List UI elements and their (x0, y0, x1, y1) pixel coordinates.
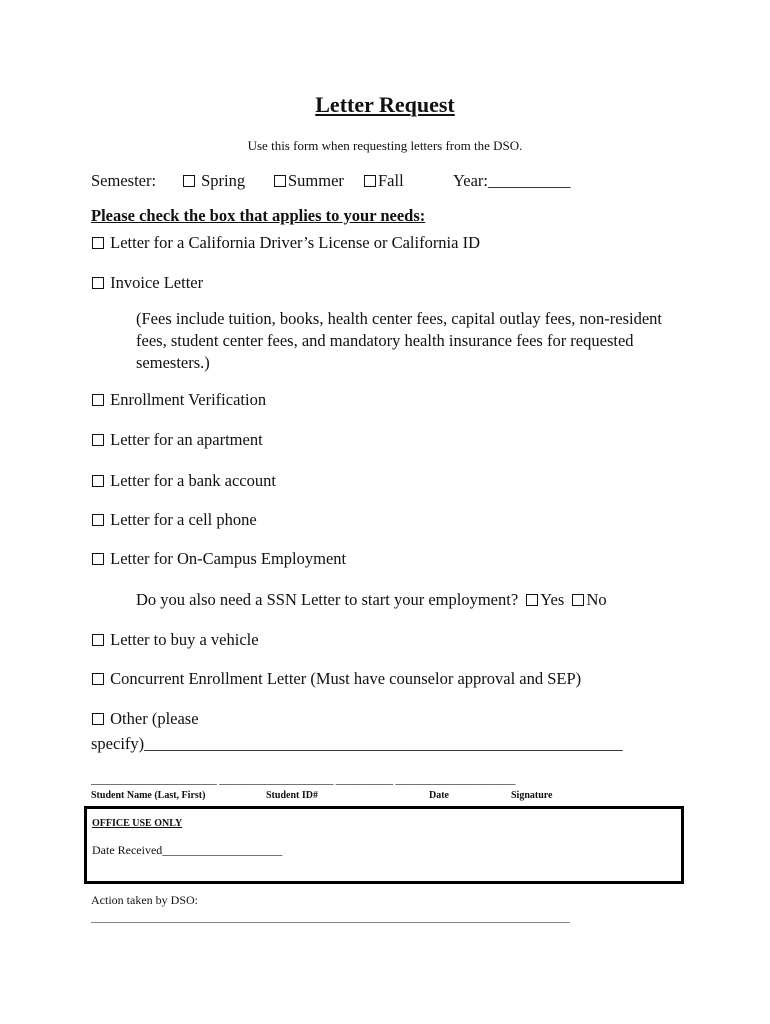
action-taken-label: Action taken by DSO: (91, 893, 198, 907)
checkbox-summer[interactable] (274, 175, 286, 187)
checkbox-oncampus[interactable] (92, 553, 104, 565)
date-received-label: Date Received____________________ (92, 843, 283, 857)
checkbox-fall[interactable] (364, 175, 376, 187)
checkbox-bank[interactable] (92, 475, 104, 487)
checkbox-spring[interactable] (183, 175, 195, 187)
checkbox-ssn-no[interactable] (572, 594, 584, 606)
ssn-question-row (136, 590, 607, 610)
instructions-heading: Please check the box that applies to your needs: (91, 206, 426, 225)
option-bank[interactable] (92, 471, 276, 491)
option-concurrent[interactable] (92, 669, 581, 689)
signature-label: Signature (511, 790, 553, 801)
student-id-label: Student ID# (266, 790, 318, 801)
semester-fall-label: Fall (378, 171, 404, 190)
option-enrollment-label: Enrollment Verification (110, 390, 267, 409)
checkbox-invoice[interactable] (92, 277, 104, 289)
checkbox-vehicle[interactable] (92, 634, 104, 646)
checkbox-concurrent[interactable] (92, 673, 104, 685)
option-invoice[interactable] (92, 273, 203, 293)
action-taken-line[interactable]: ____________________________________________________________________________________________ (91, 912, 570, 924)
option-vehicle[interactable] (92, 630, 259, 650)
signature-lines[interactable]: ______________________ ____________________ __________ _____________________ (91, 772, 516, 786)
option-apartment-label: Letter for an apartment (110, 430, 263, 449)
ssn-no-label: No (586, 590, 607, 609)
ssn-yes-label: Yes (540, 590, 565, 609)
semester-fall[interactable] (364, 171, 404, 191)
date-received-field[interactable] (92, 843, 282, 858)
checkbox-enrollment[interactable] (92, 394, 104, 406)
office-use-title: OFFICE USE ONLY (92, 818, 183, 829)
option-oncampus-label: Letter for On-Campus Employment (110, 549, 347, 568)
semester-spring[interactable] (183, 171, 245, 191)
option-other-label: Other (please (110, 709, 199, 728)
checkbox-phone[interactable] (92, 514, 104, 526)
page-subtitle: Use this form when requesting letters from the DSO. (247, 138, 523, 153)
student-name-label: Student Name (Last, First) (91, 790, 206, 801)
semester-summer-label: Summer (288, 171, 344, 190)
option-concurrent-label: Concurrent Enrollment Letter (Must have counselor approval and SEP) (110, 669, 582, 688)
option-license[interactable] (92, 233, 480, 253)
ssn-question: Do you also need a SSN Letter to start your employment? (136, 590, 519, 609)
semester-label: Semester: (91, 171, 157, 190)
semester-summer[interactable] (274, 171, 344, 191)
option-apartment[interactable] (92, 430, 263, 450)
other-specify-field[interactable]: specify)__________________________________________________________ (91, 734, 623, 753)
option-phone[interactable] (92, 510, 257, 530)
option-phone-label: Letter for a cell phone (110, 510, 257, 529)
checkbox-ssn-yes[interactable] (526, 594, 538, 606)
option-invoice-label: Invoice Letter (110, 273, 204, 292)
option-bank-label: Letter for a bank account (110, 471, 276, 490)
option-license-label: Letter for a California Driver’s License or California ID (110, 233, 481, 252)
date-label: Date (429, 790, 449, 801)
semester-spring-label: Spring (201, 171, 246, 190)
option-enrollment[interactable] (92, 390, 266, 410)
checkbox-other[interactable] (92, 713, 104, 725)
option-other[interactable] (92, 709, 199, 729)
office-use-box (84, 806, 684, 884)
option-oncampus[interactable] (92, 549, 346, 569)
checkbox-apartment[interactable] (92, 434, 104, 446)
page-title: Letter Request (315, 92, 455, 117)
invoice-note: (Fees include tuition, books, health center fees, capital outlay fees, non-resident fees, student center fees, and mandatory health insurance fees for requested semesters.) (136, 309, 662, 372)
option-vehicle-label: Letter to buy a vehicle (110, 630, 259, 649)
checkbox-license[interactable] (92, 237, 104, 249)
year-field[interactable]: Year:__________ (453, 171, 571, 190)
